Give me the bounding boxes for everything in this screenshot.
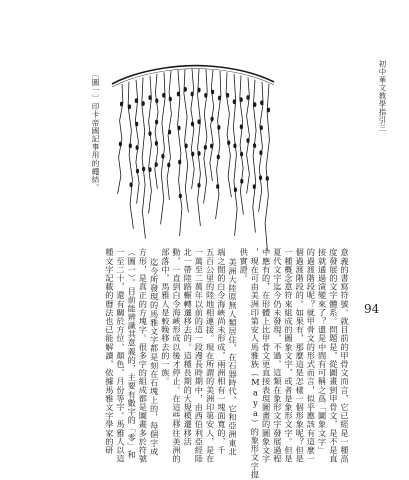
text-column: 迄今所發現的馬雅文字都是刻在石塊上的，每個字成: [149, 258, 160, 456]
text-column: 一萬至二萬年以前的這一段漫長時期中，由西伯利亞經陸: [194, 248, 205, 463]
page-number: 94: [364, 302, 380, 316]
text-column: 供實證。: [239, 248, 250, 283]
text-column: 種文字記載的曆法也已能解讀，依據馬雅文字學家的研: [104, 248, 115, 455]
text-column: （圖一）。目前能辨識其意義的，主要有數字的「零」和: [127, 248, 138, 459]
running-header: 初中華文教學指引三: [378, 60, 387, 132]
text-column: 端之間的白令海峽尚未形成，兩洲相有一塊面寬的，千: [216, 248, 227, 455]
text-column: 北一帶陸路輾轉遷移去的。這種長期的大規模遷移活: [183, 248, 194, 446]
text-column: ，現在可由美洲印第安人馬雅族（Maya）的象形文字提: [250, 248, 261, 479]
text-column: 部落中，馬雅人是較晚移去的一族。: [160, 248, 171, 386]
text-column: 夏代文字迄今仍未發現，不過，這類在象形文字發展過程: [272, 248, 283, 463]
text-column: 五百公里的陸地相連接。現在所謂的美洲印第安人，是在: [205, 248, 216, 463]
text-column: 中應有的，在形體上比甲骨文更直接表現圖畫的圖象文字: [261, 248, 272, 463]
text-column: 的過渡階段呢？就甲骨文的形式而言，似乎應該有這麼一: [306, 248, 317, 463]
text-column: 意義的書寫符號。就目前的甲骨文而言，它已經是一種高: [340, 248, 350, 463]
text-column: 接就通過演變來了？還是中間有可稱之爲「圖象文字」: [317, 248, 328, 455]
figure-caption: 〔圖一〕印卡帝國記事用的繩結。: [91, 70, 100, 192]
text-column: 方形，是真正的方塊字。很多字的組成都是圖畫多於符號: [138, 248, 149, 463]
text-column: 美洲大陸原無人類居住，在石器時代，它和亞洲東北: [228, 258, 238, 456]
text-column: 動，一直到白令海峽形成以後才停止。在這些移往美洲的: [172, 248, 182, 463]
text-column: 個過渡階段的。如果有，那麼這是怎樣一個形象呢？但是: [295, 248, 306, 463]
text-column: 一種概念意符來組成的圖象文字，或者是象形文字。但是: [284, 248, 294, 463]
text-column: 度發展的文字體系。問題是，從圖畫到甲骨文，是不是直: [328, 248, 339, 463]
text-column: 一至二十，還有關於方位、顏色、月份等字。馬雅人以這: [116, 248, 126, 463]
